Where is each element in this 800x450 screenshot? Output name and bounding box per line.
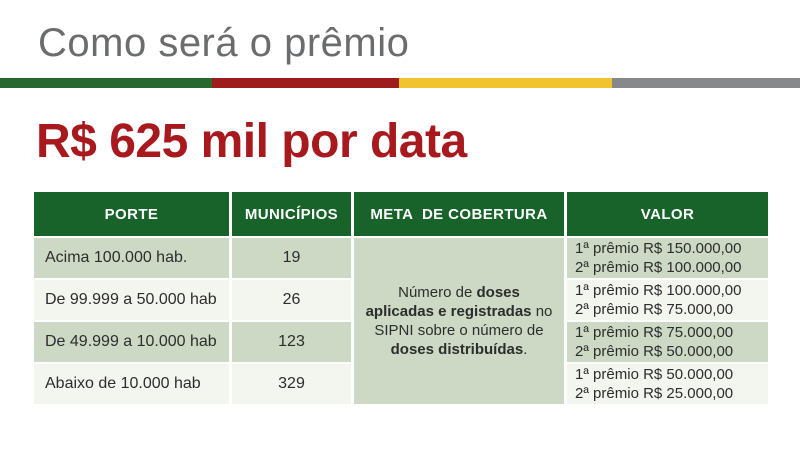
- cell-valor-row1: [567, 238, 768, 278]
- valor-line-1: 1ª prêmio R$ 100.000,00: [575, 282, 742, 299]
- cell-valor-row3: [567, 322, 768, 362]
- bar-green-segment: [0, 78, 212, 88]
- cell-porte-row2: De 99.999 a 50.000 hab: [34, 280, 229, 320]
- cell-valor-row4: [567, 364, 768, 404]
- bar-yellow-segment: [399, 78, 612, 88]
- cell-porte-row3: De 49.999 a 10.000 hab: [34, 322, 229, 362]
- meta-cobertura-text: Número de doses aplicadas e registradas no SIPNI sobre o número de doses distribuídas.: [365, 284, 553, 358]
- cell-meta-cobertura-merged: [354, 238, 564, 404]
- cell-municipios-row4: 329: [232, 364, 351, 404]
- valor-line-1: 1ª prêmio R$ 150.000,00: [575, 240, 742, 257]
- column-header-meta-cobertura: META DE COBERTURA: [354, 192, 564, 236]
- valor-line-2: 2ª prêmio R$ 75.000,00: [575, 301, 734, 318]
- valor-line-2: 2ª prêmio R$ 25.000,00: [575, 385, 734, 402]
- page-title: Como será o prêmio: [38, 21, 410, 65]
- valor-line-2: 2ª prêmio R$ 100.000,00: [575, 259, 742, 276]
- cell-porte-row4: Abaixo de 10.000 hab: [34, 364, 229, 404]
- prize-heading: R$ 625 mil por data: [36, 115, 467, 168]
- column-header-municipios: MUNICÍPIOS: [232, 192, 351, 236]
- bar-gray-segment: [612, 78, 800, 88]
- divider-bar: [0, 78, 800, 88]
- valor-line-2: 2ª prêmio R$ 50.000,00: [575, 343, 734, 360]
- cell-municipios-row3: 123: [232, 322, 351, 362]
- column-header-valor: VALOR: [567, 192, 768, 236]
- cell-porte-row1: Acima 100.000 hab.: [34, 238, 229, 278]
- cell-municipios-row1: 19: [232, 238, 351, 278]
- prize-table: [34, 192, 768, 404]
- column-header-porte: PORTE: [34, 192, 229, 236]
- cell-valor-row2: [567, 280, 768, 320]
- valor-line-1: 1ª prêmio R$ 75.000,00: [575, 324, 734, 341]
- bar-red-segment: [212, 78, 399, 88]
- cell-municipios-row2: 26: [232, 280, 351, 320]
- valor-line-1: 1ª prêmio R$ 50.000,00: [575, 366, 734, 383]
